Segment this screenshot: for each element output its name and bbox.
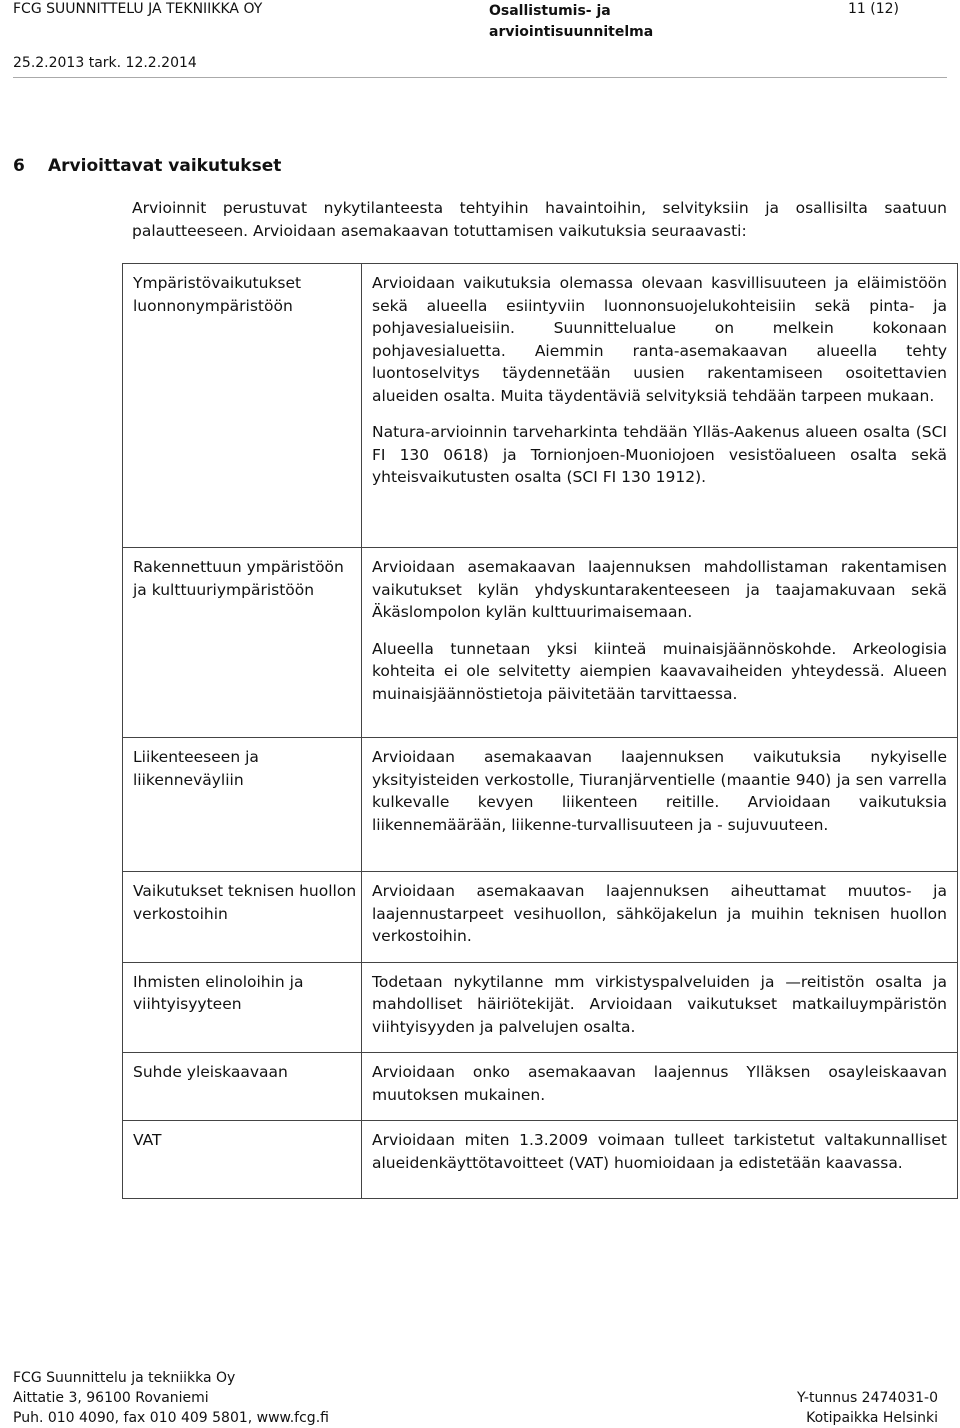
footer-company: FCG Suunnittelu ja tekniikka Oy (13, 1370, 236, 1386)
header-document-title: Osallistumis- ja arviointisuunnitelma (489, 3, 654, 40)
impact-label: Ihmisten elinoloihin ja viihtyisyyteen (123, 962, 362, 1053)
page-header (0, 0, 960, 80)
description-paragraph: Arvioidaan asemakaavan laajennuksen mahdollistaman rakentamisen vaikutukset kylän yhdyskuntarakenteeseen ja taajamakuvaan sekä Äkäslompolon kylän kulttuurimaisemaan. (372, 558, 947, 621)
table-row (123, 264, 958, 548)
section-number: 6 (13, 156, 25, 176)
description-paragraph: Arvioidaan miten 1.3.2009 voimaan tulleet tarkistetut valtakunnalliset alueidenkäyttötavoitteet (VAT) huomioidaan ja edistetään kaavassa. (372, 1131, 947, 1172)
footer-address: Aittatie 3, 96100 Rovaniemi (13, 1390, 209, 1406)
description-paragraph: Natura-arvioinnin tarveharkinta tehdään Ylläs-Aakenus alueen osalta (SCI FI 130 0618) ja Tornionjoen-Muoniojoen vesistöalueen osalta sekä yhteisvaikutusten osalta (SCI FI 130 1912). (372, 423, 947, 486)
header-page-number: 11 (12) (848, 1, 900, 17)
section-heading (13, 156, 281, 176)
impact-description (362, 872, 958, 963)
table-row (123, 738, 958, 872)
footer-contact: Puh. 010 4090, fax 010 409 5801, www.fcg.fi (13, 1410, 329, 1426)
impact-description (362, 548, 958, 738)
header-company: FCG SUUNNITTELU JA TEKNIIKKA OY (13, 1, 263, 17)
description-paragraph: Todetaan nykytilanne mm virkistyspalveluiden ja —reitistön osalta ja mahdolliset häiriötekijät. Arvioidaan vaikutukset matkailuympäristön viihtyisyyden ja palvelujen osalta. (372, 972, 947, 1036)
description-paragraph: Arvioidaan asemakaavan laajennuksen aiheuttamat muutos- ja laajennustarpeet vesihuollon, sähköjakelun ja muihin teknisen huollon verkostoihin. (372, 882, 947, 945)
impact-label: Ympäristövaikutukset luonnonympäristöön (123, 264, 362, 548)
table-row (123, 962, 958, 1053)
impact-description (362, 1053, 958, 1121)
table-row (123, 1121, 958, 1199)
footer-business-id: Y-tunnus 2474031-0 (797, 1390, 938, 1406)
impact-label: Suhde yleiskaavaan (123, 1053, 362, 1121)
impact-label: Rakennettuun ympäristöön ja kulttuuriympäristöön (123, 548, 362, 738)
header-date: 25.2.2013 tark. 12.2.2014 (13, 55, 197, 71)
page-footer (0, 1370, 960, 1428)
impact-label: VAT (123, 1121, 362, 1199)
impact-label: Vaikutukset teknisen huollon verkostoihin (123, 872, 362, 963)
table-row (123, 872, 958, 963)
description-paragraph: Alueella tunnetaan yksi kiinteä muinaisjäännöskohde. Arkeologisia kohteita ei ole selvitetty aiempien kaavavaiheiden yhteydessä. Alueen muinaisjäännöstietoja päivitetään tarvittaessa. (372, 639, 947, 703)
description-paragraph: Arvioidaan onko asemakaavan laajennus Ylläksen osayleiskaavan muutoksen mukainen. (372, 1063, 947, 1104)
impact-table (122, 263, 958, 1199)
description-paragraph: Arvioidaan vaikutuksia olemassa olevaan kasvillisuuteen ja eläimistöön sekä alueella esiintyviin luonnonsuojelukohteisiin sekä pinta- ja pohjavesialueisiin. Suunnittelualue on melkein kokonaan pohjavesialuetta. Aiemmin ranta-asemakaavan alueella tehty luontoselvitys täydennetään uusien rakentamiseen osoitettavien alueiden osalta. Muita täydentäviä selvityksiä tehdään tarpeen mukaan. (372, 274, 947, 405)
section-intro: Arvioinnit perustuvat nykytilanteesta tehtyihin havaintoihin, selvityksiin ja osallisilta saatuun palautteeseen. Arvioidaan asemakaavan totuttamisen vaikutuksia seuraavasti: (132, 199, 947, 240)
table-row (123, 1053, 958, 1121)
impact-label: Liikenteeseen ja liikenneväyliin (123, 738, 362, 872)
description-paragraph: Arvioidaan asemakaavan laajennuksen vaikutuksia nykyiselle yksityisteiden verkostolle, Tiuranjärventielle (maantie 940) ja sen varrella kulkevalle kevyen liikenteen reitille. Arvioidaan vaikutuksia liikennemäärään, liikenne-turvallisuuteen ja - sujuvuuteen. (372, 748, 947, 834)
header-divider (13, 77, 947, 78)
impact-description (362, 962, 958, 1053)
impact-description (362, 738, 958, 872)
impact-description (362, 264, 958, 548)
impact-description (362, 1121, 958, 1199)
table-row (123, 548, 958, 738)
footer-domicile: Kotipaikka Helsinki (806, 1410, 938, 1426)
section-title: Arvioittavat vaikutukset (48, 156, 282, 176)
